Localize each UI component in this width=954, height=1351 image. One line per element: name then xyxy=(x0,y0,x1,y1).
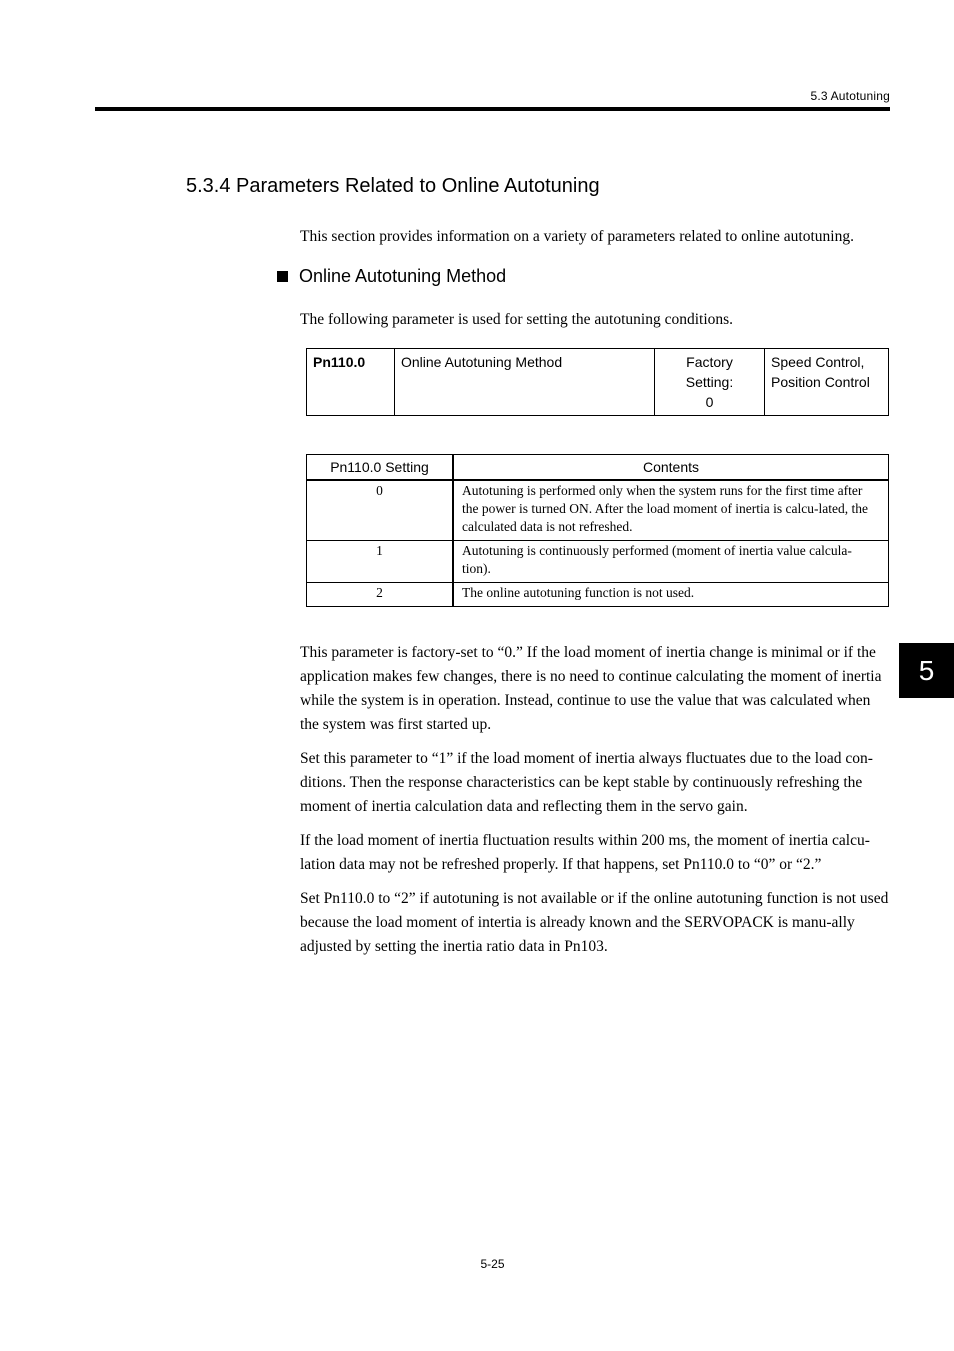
setting-contents: The online autotuning function is not used. xyxy=(453,583,889,607)
column-header-setting: Pn110.0 Setting xyxy=(307,455,454,481)
paragraph-setting-1: Set this parameter to “1” if the load moment of inertia always fluctuates due to the load con-ditions. Then the response characteristics can be kept stable by continuously refreshing the moment of inertia calculation data and reflecting them in the servo gain. xyxy=(300,750,873,815)
running-head: 5.3 Autotuning xyxy=(810,89,890,103)
setting-contents: Autotuning is continuously performed (moment of inertia value calcula-tion). xyxy=(453,541,889,583)
subsection-title: Online Autotuning Method xyxy=(299,266,507,286)
factory-setting xyxy=(655,349,765,416)
parameter-table xyxy=(306,348,889,416)
factory-setting-value: 0 xyxy=(705,394,714,410)
setting-contents: Autotuning is performed only when the system runs for the first time after the power is turned ON. After the load moment of inertia is calcu-lated, the calculated data is not refreshed. xyxy=(453,480,889,541)
paragraph-fluctuation: If the load moment of inertia fluctuation results within 200 ms, the moment of inertia calcu-lation data may not be refreshed properly. If that happens, set Pn110.0 to “0” or “2.” xyxy=(300,832,870,873)
subsection-intro: The following parameter is used for setting the autotuning conditions. xyxy=(300,311,734,328)
control-mode-line-2: Position Control xyxy=(771,374,870,390)
page-number: 5-25 xyxy=(480,1257,505,1271)
table-row xyxy=(307,583,889,607)
section-title: 5.3.4 Parameters Related to Online Autotuning xyxy=(186,175,600,197)
paragraph-setting-2: Set Pn110.0 to “2” if autotuning is not available or if the online autotuning function is not used because the load moment of intertia is already known and the SERVOPACK is manu-ally adjusted by setting the inertia ratio data in Pn103. xyxy=(300,890,889,955)
control-mode xyxy=(765,349,889,416)
chapter-tab: 5 xyxy=(899,643,954,698)
parameter-number: Pn110.0 xyxy=(307,349,395,416)
factory-setting-label-1: Factory xyxy=(686,354,733,370)
parameter-row xyxy=(307,349,889,416)
subsection-heading xyxy=(277,266,506,287)
table-row xyxy=(307,541,889,583)
control-mode-line-1: Speed Control, xyxy=(771,354,865,370)
setting-value: 2 xyxy=(307,583,454,607)
section-intro: This section provides information on a variety of parameters related to online autotuning. xyxy=(300,228,854,245)
setting-value: 0 xyxy=(307,480,454,541)
factory-setting-label-2: Setting: xyxy=(685,374,734,390)
paragraph-factory-setting: This parameter is factory-set to “0.” If the load moment of inertia change is minimal or if the application makes few changes, there is no need to continue calculating the moment of inertia while the system is in operation. Instead, continue to use the value that was calculated when the system was first started up. xyxy=(300,644,882,733)
settings-table-header xyxy=(307,455,889,481)
setting-value: 1 xyxy=(307,541,454,583)
table-row xyxy=(307,480,889,541)
column-header-contents: Contents xyxy=(453,455,889,481)
square-bullet-icon xyxy=(277,271,288,282)
parameter-name: Online Autotuning Method xyxy=(395,349,655,416)
header-rule xyxy=(95,107,890,111)
settings-table xyxy=(306,454,889,607)
